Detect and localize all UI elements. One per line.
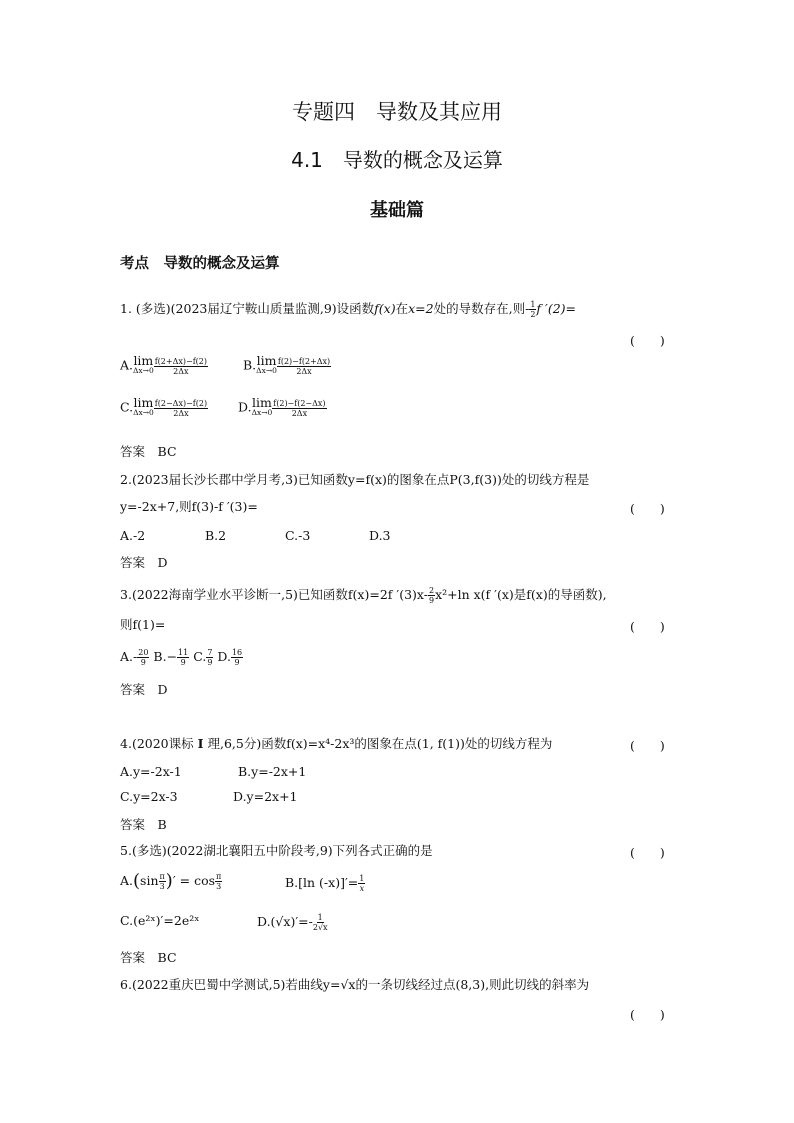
- q3-option-a: A.- $\frac{20}{9}$: [120, 648, 149, 667]
- q6-answer-blank: ( ): [630, 1007, 665, 1022]
- q3-answer-blank: ( ): [630, 619, 665, 634]
- q1-coef: $\frac{1}{2}$: [530, 300, 536, 319]
- q1-source: (多选)(2023届辽宁鞍山质量监测,9)设函数: [135, 301, 375, 316]
- q2-option-a: A.-2: [120, 528, 146, 543]
- chapter-title: 专题四 导数及其应用: [292, 100, 502, 124]
- q1-point: x=2: [408, 301, 434, 316]
- q1-option-c: C. lim Δx→0 $\frac{f(2-\Delta x)-f(2)}{2\Delta x}$: [120, 395, 208, 418]
- q3-option-b: B.− $\frac{11}{9}$: [153, 648, 189, 667]
- q3-answer: 答案 D: [120, 682, 168, 697]
- q5-option-b: B.[ln (-x)]′= $\frac{1}{x}$: [285, 874, 365, 893]
- topic-heading: 考点 导数的概念及运算: [120, 256, 280, 272]
- section-title: 4.1 导数的概念及运算: [291, 148, 503, 172]
- q1-func: f(x): [374, 301, 396, 316]
- q2-line2: y=-2x+7,则f(3)-f ′(3)=: [120, 499, 258, 514]
- question-6: 6.(2022重庆巴蜀中学测试,5)若曲线y=√x的一条切线经过点(8,3),则此切线的斜率为: [120, 977, 590, 992]
- q4-answer-blank: ( ): [630, 738, 665, 753]
- question-2: 2.(2023届长沙长郡中学月考,3)已知函数y=f(x)的图象在点P(3,f(3))处的切线方程是: [120, 472, 590, 487]
- q2-option-b: B.2: [205, 528, 227, 543]
- q5-option-d: D.(√x)′=- $\frac{1}{2√x}$: [257, 913, 328, 932]
- q1-tail: 处的导数存在,则-: [433, 301, 530, 316]
- q5-option-a: A.(sin $\frac{\pi}{3}$ )′ = cos $\frac{\pi}{3}$: [120, 870, 222, 892]
- q1-option-b: B. lim Δx→0 $\frac{f(2)-f(2+\Delta x)}{2\Delta x}$: [243, 353, 331, 376]
- q1-deriv: f ′(2)=: [536, 301, 577, 316]
- q5-answer-blank: ( ): [630, 845, 665, 860]
- q1-number: 1.: [120, 301, 132, 316]
- question-5: 5.(多选)(2022湖北襄阳五中阶段考,9)下列各式正确的是: [120, 843, 433, 858]
- q3-options: [120, 648, 243, 667]
- q5-option-c: C.(e²ˣ)′=2e²ˣ: [120, 913, 200, 928]
- q4-option-c: C.y=2x-3: [120, 789, 178, 804]
- q2-option-d: D.3: [369, 528, 391, 543]
- q1-answer: 答案 BC: [120, 444, 177, 459]
- q4-answer: 答案 B: [120, 817, 167, 832]
- q4-option-d: D.y=2x+1: [233, 789, 298, 804]
- q3-option-c: C. $\frac{7}{9}$: [193, 648, 213, 667]
- q3-line2: 则f(1)=: [120, 617, 166, 632]
- q1-answer-blank: ( ): [630, 333, 665, 348]
- part-title: 基础篇: [370, 200, 424, 221]
- question-1: [120, 300, 576, 319]
- q1-option-a: A. lim Δx→0 $\frac{f(2+\Delta x)-f(2)}{2\Delta x}$: [120, 353, 207, 376]
- q4-option-b: B.y=-2x+1: [238, 764, 307, 779]
- q1-option-d: D. lim Δx→0 $\frac{f(2)-f(2-\Delta x)}{2\Delta x}$: [238, 395, 326, 418]
- q2-answer-blank: ( ): [630, 501, 665, 516]
- question-3: 3.(2022海南学业水平诊断一,5)已知函数f(x)=2f ′(3)x- $\frac{2}{9}$ x²+ln x(f ′(x)是f(x)的导函数),: [120, 586, 607, 605]
- q1-mid: 在: [395, 301, 409, 316]
- q2-option-c: C.-3: [285, 528, 311, 543]
- q2-answer: 答案 D: [120, 555, 168, 570]
- q4-option-a: A.y=-2x-1: [120, 764, 182, 779]
- question-4: 4.(2020课标 Ⅰ 理,6,5分)函数f(x)=x⁴-2x³的图象在点(1, f(1))处的切线方程为: [120, 736, 553, 751]
- q3-option-d: D. $\frac{16}{9}$: [217, 648, 243, 667]
- q5-answer: 答案 BC: [120, 950, 177, 965]
